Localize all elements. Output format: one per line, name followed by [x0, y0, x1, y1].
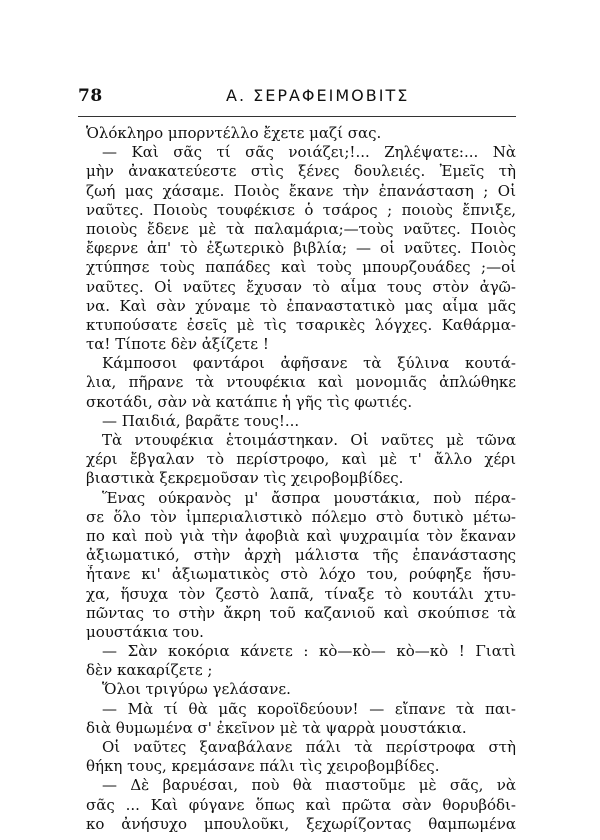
text-line: τα! Τίποτε δὲν ἀξίζετε ! — [86, 335, 269, 354]
text-line: — Καὶ σᾶς τί σᾶς νοιάζει;!... Ζηλέψατε:... Νὰ — [102, 143, 516, 162]
text-line: σᾶς ... Καὶ φύγανε ὅπως καὶ πρῶτα σὰν θορυβόδι- — [86, 795, 516, 814]
page-header — [78, 86, 516, 112]
text-line: ποιοὺς ἔδενε μὲ τὰ παλαμάρια;—τοὺς ναῦτες. Ποιὸς — [86, 219, 516, 238]
text-line: Κάμποσοι φαντάροι ἀφῆσανε τὰ ξύλινα κουτά- — [102, 354, 516, 373]
text-line: κο ἀνήσυχο μπουλοῦκι, ξεχωρίζοντας θαμπωμένα — [86, 814, 516, 833]
text-line: Ὁλόκληρο μπορντέλλο ἔχετε μαζί σας. — [86, 124, 382, 142]
text-line: ἦτανε κι' ἀξιωματικὸς στὸ λόχο του, ρούφηξε ἥσυ- — [86, 565, 516, 584]
header-rule — [78, 116, 516, 117]
text-line: χέρι ἔβγαλαν τὸ περίστροφο, καὶ μὲ τ' ἄλλο χέρι — [86, 450, 516, 469]
running-head-author: Α. ΣΕΡΑΦΕΙΜΟΒΙΤΣ — [226, 86, 410, 105]
text-line: λια, πῆρανε τὰ ντουφέκια καὶ μονομιᾶς ἀπλώθηκε — [86, 373, 516, 392]
text-line: Τὰ ντουφέκια ἑτοιμάστηκαν. Οἱ ναῦτες μὲ τῶνα — [102, 431, 516, 449]
text-line: μουστάκια του. — [86, 622, 204, 641]
text-line: να. Καὶ σὰν χύναμε τὸ ἐπαναστατικὸ μας αἷμα μᾶς — [86, 296, 516, 315]
text-line: ναῦτες. Ποιοὺς τουφέκισε ὁ τσάρος ; ποιοὺς ἔπνιξε, — [86, 200, 516, 219]
text-line: Οἱ ναῦτες ξαναβάλανε πάλι τὰ περίστροφα στὴ — [102, 738, 516, 756]
text-line: ζωή μας χάσαμε. Ποιὸς ἔκανε τὴν ἐπανάσταση ; Οἱ — [86, 181, 516, 200]
text-line: χτύπησε τοὺς παπάδες καὶ τοὺς μπουρζουάδες ;—οἱ — [86, 258, 516, 277]
text-line: ἀξιωματικό, στὴν ἀρχὴ μάλιστα τῆς ἐπανάστασης — [86, 546, 516, 565]
text-line: σε ὅλο τὸν ἰμπεριαλιστικὸ πόλεμο στὸ δυτικὸ μέτω- — [86, 507, 516, 526]
text-line: διὰ θυμωμένα σ' ἐκεῖνον μὲ τὰ ψαρρὰ μουστάκια. — [86, 718, 467, 737]
text-line: χα, ἥσυχα τὸν ζεστὸ λαπᾶ, τίναξε τὸ κουτάλι χτυ- — [86, 584, 516, 603]
text-line: κτυπούσατε ἐσεῖς μὲ τὶς τσαρικὲς λόγχες. Καθάρμα- — [86, 315, 516, 334]
text-line: πο καὶ ποὺ γιὰ τὴν ἀφοβιὰ καὶ ψυχραιμία τὸν ἔκαναν — [86, 526, 516, 545]
text-line: — Δὲ βαρυέσαι, ποὺ θὰ πιαστοῦμε μὲ σᾶς, νὰ — [102, 776, 516, 795]
body-text — [86, 124, 516, 833]
text-line: θήκη τους, κρεμάσανε πάλι τὶς χειροβομβίδες. — [86, 757, 440, 776]
text-line: σκοτάδι, σὰν νὰ κατάπιε ἡ γῆς τὶς φωτιές. — [86, 392, 413, 411]
text-line: — Σὰν κοκόρια κάνετε : κὸ—κὸ— κὸ—κὸ ! Γιατὶ — [102, 642, 516, 661]
page-number: 78 — [78, 86, 103, 106]
text-line: πῶντας το στὴν ἄκρη τοῦ καζανιοῦ καὶ σκούπισε τὰ — [86, 603, 516, 622]
text-line: ἔφερνε ἀπ' τὸ ἐξωτερικὸ βιβλία; — οἱ ναῦτες. Ποιὸς — [86, 239, 516, 258]
text-line: μὴν ἀνακατεύεστε στὶς ξένες δουλειές. Ἐμεῖς τὴ — [86, 162, 516, 181]
text-line: δὲν κακαρίζετε ; — [86, 661, 213, 680]
text-line: Ἕνας ούκρανὸς μ' ἄσπρα μουστάκια, ποὺ πέρα- — [102, 488, 516, 507]
text-line: — Μὰ τί θὰ μᾶς κοροϊδεύουν! — εἴπανε τὰ παι- — [102, 699, 516, 718]
text-line: — Παιδιά, βαρᾶτε τους!... — [102, 411, 300, 430]
text-line: ναῦτες. Οἱ ναῦτες ἔχυσαν τὸ αἷμα τους στὸν ἀγῶ- — [86, 277, 516, 296]
text-line: βιαστικὰ ξεκρεμοῦσαν τὶς χειροβομβίδες. — [86, 469, 404, 488]
text-line: Ὅλοι τριγύρω γελάσανε. — [102, 680, 291, 699]
